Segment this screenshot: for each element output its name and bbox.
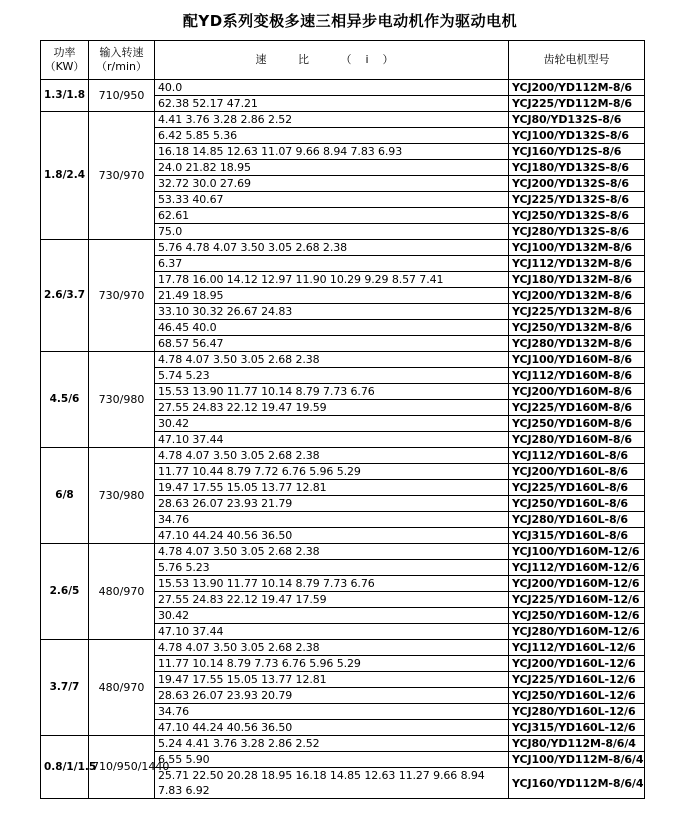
ratio-cell: 5.76 5.23 — [155, 560, 509, 576]
table-row — [41, 736, 645, 752]
ratio-cell: 6.55 5.90 — [155, 752, 509, 768]
model-cell: YCJ100/YD160M-12/6 — [509, 544, 645, 560]
ratio-cell: 4.78 4.07 3.50 3.05 2.68 2.38 — [155, 352, 509, 368]
model-cell: YCJ280/YD160M-8/6 — [509, 432, 645, 448]
ratio-cell: 4.78 4.07 3.50 3.05 2.68 2.38 — [155, 448, 509, 464]
header-speed: 输入转速（r/min） — [89, 41, 155, 80]
model-cell: YCJ200/YD160M-12/6 — [509, 576, 645, 592]
speed-cell: 730/970 — [89, 240, 155, 352]
model-cell: YCJ100/YD112M-8/6/4 — [509, 752, 645, 768]
ratio-cell: 17.78 16.00 14.12 12.97 11.90 10.29 9.29 8.57 7.41 — [155, 272, 509, 288]
ratio-cell: 53.33 40.67 — [155, 192, 509, 208]
ratio-cell: 5.24 4.41 3.76 3.28 2.86 2.52 — [155, 736, 509, 752]
header-ratio: 速 比 （i） — [155, 41, 509, 80]
power-cell: 2.6/3.7 — [41, 240, 89, 352]
model-cell: YCJ200/YD160L-8/6 — [509, 464, 645, 480]
ratio-cell: 40.0 — [155, 80, 509, 96]
model-cell: YCJ112/YD160L-12/6 — [509, 640, 645, 656]
model-cell: YCJ250/YD132S-8/6 — [509, 208, 645, 224]
ratio-cell: 11.77 10.14 8.79 7.73 6.76 5.96 5.29 — [155, 656, 509, 672]
model-cell: YCJ225/YD132S-8/6 — [509, 192, 645, 208]
ratio-cell: 47.10 37.44 — [155, 432, 509, 448]
model-cell: YCJ225/YD160M-12/6 — [509, 592, 645, 608]
header-model: 齿轮电机型号 — [509, 41, 645, 80]
spec-table — [40, 40, 645, 799]
model-cell: YCJ112/YD160M-8/6 — [509, 368, 645, 384]
ratio-cell: 6.42 5.85 5.36 — [155, 128, 509, 144]
table-row — [41, 640, 645, 656]
power-cell: 1.3/1.8 — [41, 80, 89, 112]
ratio-cell: 19.47 17.55 15.05 13.77 12.81 — [155, 672, 509, 688]
page-title: 配YD系列变极多速三相异步电动机作为驱动电机 — [182, 12, 518, 30]
model-cell: YCJ250/YD132M-8/6 — [509, 320, 645, 336]
model-cell: YCJ200/YD132S-8/6 — [509, 176, 645, 192]
ratio-cell: 15.53 13.90 11.77 10.14 8.79 7.73 6.76 — [155, 384, 509, 400]
model-cell: YCJ80/YD132S-8/6 — [509, 112, 645, 128]
header-power: 功率（KW） — [41, 41, 89, 80]
speed-cell: 480/970 — [89, 640, 155, 736]
table-row — [41, 240, 645, 256]
model-cell: YCJ100/YD160M-8/6 — [509, 352, 645, 368]
ratio-cell: 32.72 30.0 27.69 — [155, 176, 509, 192]
model-cell: YCJ250/YD160L-12/6 — [509, 688, 645, 704]
ratio-cell: 34.76 — [155, 512, 509, 528]
model-cell: YCJ280/YD160L-12/6 — [509, 704, 645, 720]
ratio-cell: 33.10 30.32 26.67 24.83 — [155, 304, 509, 320]
ratio-cell: 4.78 4.07 3.50 3.05 2.68 2.38 — [155, 544, 509, 560]
model-cell: YCJ180/YD132S-8/6 — [509, 160, 645, 176]
ratio-cell: 34.76 — [155, 704, 509, 720]
model-cell: YCJ225/YD160L-8/6 — [509, 480, 645, 496]
ratio-cell: 6.37 — [155, 256, 509, 272]
table-row — [41, 544, 645, 560]
spec-table-container — [40, 40, 645, 799]
ratio-cell: 30.42 — [155, 416, 509, 432]
ratio-cell: 28.63 26.07 23.93 21.79 — [155, 496, 509, 512]
table-row — [41, 80, 645, 96]
model-cell: YCJ100/YD132S-8/6 — [509, 128, 645, 144]
speed-cell: 480/970 — [89, 544, 155, 640]
speed-cell: 710/950 — [89, 80, 155, 112]
ratio-cell: 30.42 — [155, 608, 509, 624]
power-cell: 1.8/2.4 — [41, 112, 89, 240]
model-cell: YCJ315/YD160L-8/6 — [509, 528, 645, 544]
model-cell: YCJ112/YD160L-8/6 — [509, 448, 645, 464]
model-cell: YCJ225/YD160L-12/6 — [509, 672, 645, 688]
model-cell: YCJ200/YD132M-8/6 — [509, 288, 645, 304]
ratio-cell: 62.61 — [155, 208, 509, 224]
speed-cell: 730/970 — [89, 112, 155, 240]
ratio-cell: 19.47 17.55 15.05 13.77 12.81 — [155, 480, 509, 496]
model-cell: YCJ80/YD112M-8/6/4 — [509, 736, 645, 752]
model-cell: YCJ200/YD160L-12/6 — [509, 656, 645, 672]
model-cell: YCJ250/YD160M-12/6 — [509, 608, 645, 624]
model-cell: YCJ280/YD132M-8/6 — [509, 336, 645, 352]
ratio-cell: 5.76 4.78 4.07 3.50 3.05 2.68 2.38 — [155, 240, 509, 256]
ratio-cell: 24.0 21.82 18.95 — [155, 160, 509, 176]
table-row — [41, 448, 645, 464]
speed-cell: 730/980 — [89, 352, 155, 448]
ratio-cell: 25.71 22.50 20.28 18.95 16.18 14.85 12.63 11.27 9.66 8.94 7.83 6.92 — [155, 768, 509, 799]
power-cell: 2.6/5 — [41, 544, 89, 640]
power-cell: 3.7/7 — [41, 640, 89, 736]
ratio-cell: 75.0 — [155, 224, 509, 240]
model-cell: YCJ280/YD160M-12/6 — [509, 624, 645, 640]
ratio-cell: 4.41 3.76 3.28 2.86 2.52 — [155, 112, 509, 128]
table-row — [41, 352, 645, 368]
table-header-row — [41, 41, 645, 80]
model-cell: YCJ280/YD160L-8/6 — [509, 512, 645, 528]
model-cell: YCJ250/YD160M-8/6 — [509, 416, 645, 432]
ratio-cell: 47.10 44.24 40.56 36.50 — [155, 720, 509, 736]
model-cell: YCJ225/YD132M-8/6 — [509, 304, 645, 320]
ratio-cell: 11.77 10.44 8.79 7.72 6.76 5.96 5.29 — [155, 464, 509, 480]
model-cell: YCJ112/YD160M-12/6 — [509, 560, 645, 576]
model-cell: YCJ112/YD132M-8/6 — [509, 256, 645, 272]
ratio-cell: 28.63 26.07 23.93 20.79 — [155, 688, 509, 704]
ratio-cell: 15.53 13.90 11.77 10.14 8.79 7.73 6.76 — [155, 576, 509, 592]
model-cell: YCJ225/YD112M-8/6 — [509, 96, 645, 112]
ratio-cell: 27.55 24.83 22.12 19.47 17.59 — [155, 592, 509, 608]
model-cell: YCJ100/YD132M-8/6 — [509, 240, 645, 256]
ratio-cell: 4.78 4.07 3.50 3.05 2.68 2.38 — [155, 640, 509, 656]
model-cell: YCJ200/YD160M-8/6 — [509, 384, 645, 400]
model-cell: YCJ315/YD160L-12/6 — [509, 720, 645, 736]
ratio-cell: 27.55 24.83 22.12 19.47 19.59 — [155, 400, 509, 416]
ratio-cell: 68.57 56.47 — [155, 336, 509, 352]
power-cell: 0.8/1/1.5 — [41, 736, 89, 799]
table-row — [41, 112, 645, 128]
power-cell: 6/8 — [41, 448, 89, 544]
model-cell: YCJ160/YD12S-8/6 — [509, 144, 645, 160]
model-cell: YCJ180/YD132M-8/6 — [509, 272, 645, 288]
model-cell: YCJ160/YD112M-8/6/4 — [509, 768, 645, 799]
ratio-cell: 21.49 18.95 — [155, 288, 509, 304]
model-cell: YCJ225/YD160M-8/6 — [509, 400, 645, 416]
model-cell: YCJ200/YD112M-8/6 — [509, 80, 645, 96]
ratio-cell: 46.45 40.0 — [155, 320, 509, 336]
speed-cell: 710/950/1440 — [89, 736, 155, 799]
model-cell: YCJ250/YD160L-8/6 — [509, 496, 645, 512]
speed-cell: 730/980 — [89, 448, 155, 544]
ratio-cell: 16.18 14.85 12.63 11.07 9.66 8.94 7.83 6.93 — [155, 144, 509, 160]
model-cell: YCJ280/YD132S-8/6 — [509, 224, 645, 240]
power-cell: 4.5/6 — [41, 352, 89, 448]
ratio-cell: 62.38 52.17 47.21 — [155, 96, 509, 112]
ratio-cell: 47.10 37.44 — [155, 624, 509, 640]
table-body — [41, 80, 645, 799]
ratio-cell: 47.10 44.24 40.56 36.50 — [155, 528, 509, 544]
ratio-cell: 5.74 5.23 — [155, 368, 509, 384]
